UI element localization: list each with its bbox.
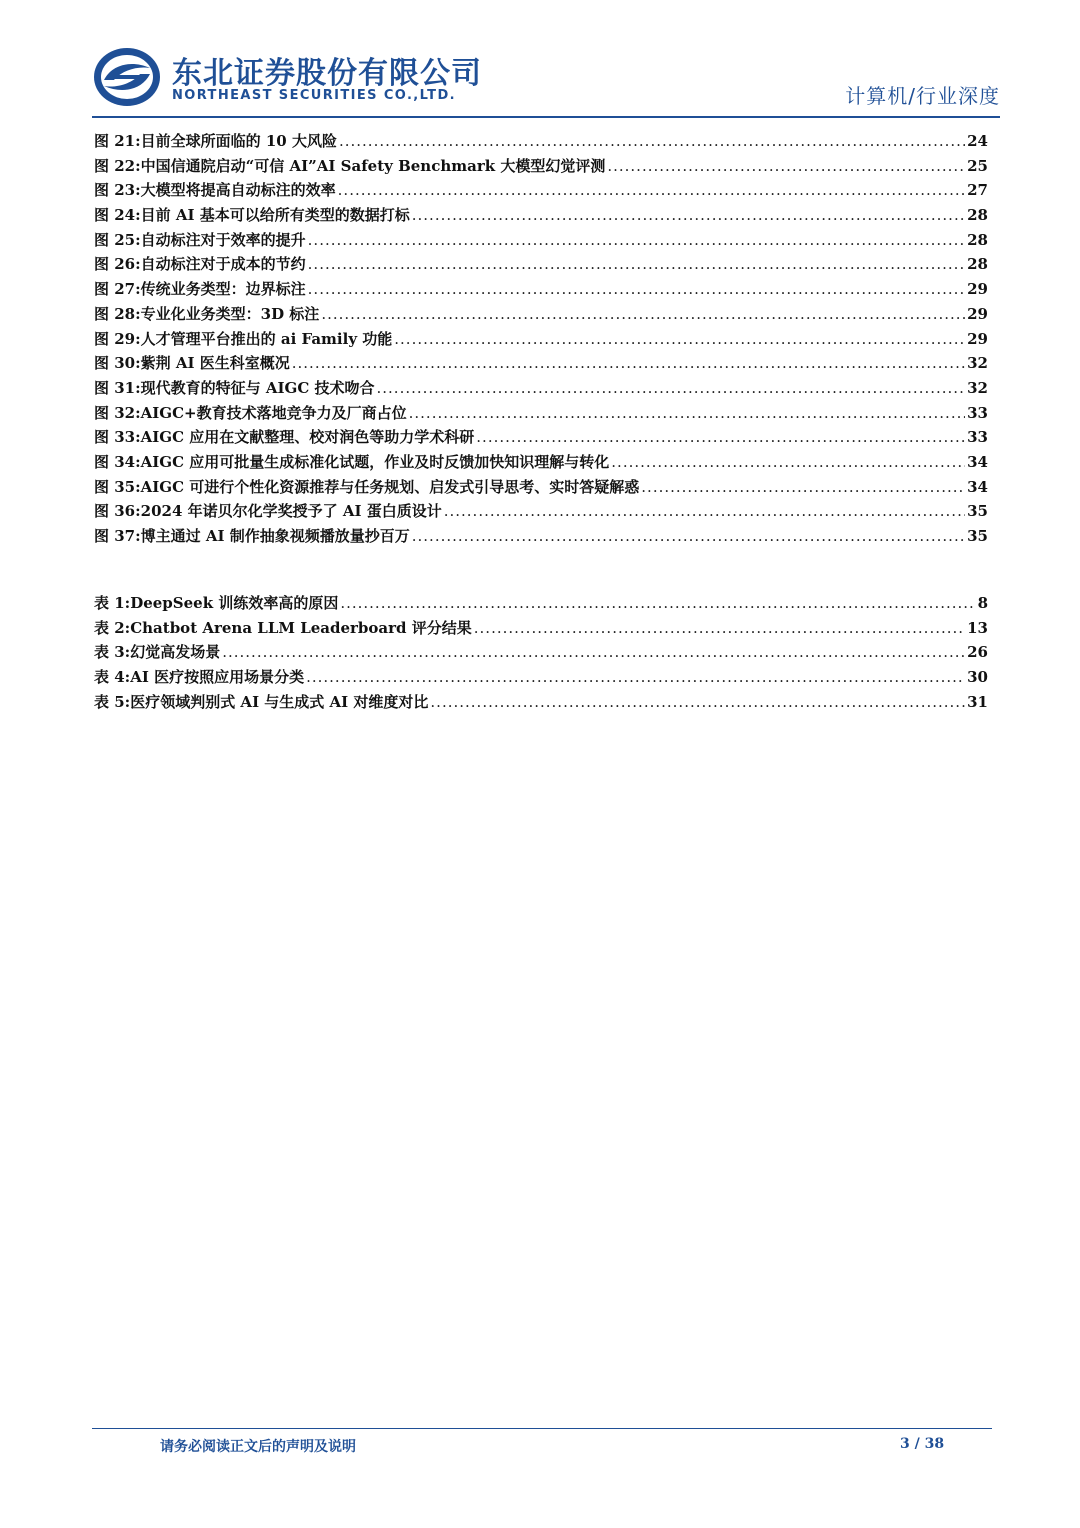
dot-leader (412, 206, 965, 224)
entry-page: 28 (967, 230, 988, 249)
entry-title: 紫荆 AI 医生科室概况 (140, 354, 290, 373)
toc-entry-figure-23[interactable] (94, 179, 988, 204)
entry-label: 图 25: (94, 230, 141, 249)
toc-entry-figure-26[interactable] (94, 253, 988, 278)
dot-leader (412, 527, 965, 545)
toc-entry-table-3[interactable] (94, 641, 988, 666)
entry-title: 目前全球所面临的 10 大风险 (140, 132, 337, 150)
entry-title: 博主通过 AI 制作抽象视频播放量抄百万 (140, 527, 410, 545)
entry-title: Chatbot Arena LLM Leaderboard 评分结果 (130, 618, 472, 637)
page-header (92, 46, 1000, 112)
entry-label: 图 37: (94, 527, 141, 545)
entry-page: 13 (967, 618, 988, 637)
entry-label: 图 34: (94, 452, 141, 471)
entry-page: 25 (967, 156, 988, 175)
footer-disclaimer: 请务必阅读正文后的声明及说明 (160, 1439, 356, 1455)
dot-leader (409, 404, 966, 422)
entry-title: 医疗领域判别式 AI 与生成式 AI 对维度对比 (130, 692, 429, 711)
entry-label: 表 3: (94, 643, 131, 662)
dot-leader (444, 502, 965, 520)
entry-page: 26 (967, 643, 988, 662)
entry-page: 35 (967, 527, 988, 545)
entry-title: 专业化业务类型：3D 标注 (140, 304, 320, 323)
entry-page: 27 (967, 181, 988, 200)
entry-label: 图 26: (94, 255, 141, 274)
toc-entry-figure-22[interactable] (94, 155, 988, 180)
footer-divider (92, 1428, 992, 1429)
entry-label: 图 32: (94, 403, 141, 422)
figure-list (94, 130, 988, 550)
entry-title: AIGC 应用在文献整理、校对润色等助力学术科研 (140, 428, 475, 447)
dot-leader (339, 132, 965, 150)
entry-label: 图 22: (94, 156, 141, 175)
entry-title: 大模型将提高自动标注的效率 (140, 181, 336, 200)
entry-page: 33 (967, 403, 988, 422)
toc-entry-figure-24[interactable] (94, 204, 988, 229)
dot-leader (474, 619, 965, 637)
entry-page: 30 (967, 668, 988, 687)
dot-leader (338, 181, 965, 199)
entry-page: 29 (967, 329, 988, 348)
company-name-en: NORTHEAST SECURITIES CO.,LTD. (172, 88, 456, 103)
toc-entry-table-5[interactable] (94, 691, 988, 716)
entry-title: 传统业务类型：边界标注 (140, 280, 306, 299)
toc-entry-figure-29[interactable] (94, 328, 988, 353)
entry-page: 8 (977, 594, 988, 612)
entry-title: AIGC 可进行个性化资源推荐与任务规划、启发式引导思考、实时答疑解惑 (140, 477, 640, 496)
entry-label: 表 4: (94, 668, 131, 687)
table-list (94, 592, 988, 715)
entry-label: 图 31: (94, 378, 141, 397)
entry-page: 35 (967, 502, 988, 521)
toc-entry-figure-27[interactable] (94, 278, 988, 303)
entry-title: 自动标注对于效率的提升 (140, 230, 306, 249)
entry-label: 图 21: (94, 132, 141, 150)
northeast-securities-logo-icon (92, 46, 162, 108)
company-name-cn: 东北证券股份有限公司 (172, 56, 482, 91)
toc-entry-table-4[interactable] (94, 666, 988, 691)
entry-label: 图 28: (94, 304, 141, 323)
entry-page: 28 (967, 206, 988, 225)
toc-entry-figure-35[interactable] (94, 476, 988, 501)
toc-entry-figure-34[interactable] (94, 451, 988, 476)
dot-leader (222, 643, 965, 661)
toc-entry-table-2[interactable] (94, 617, 988, 642)
entry-title: 自动标注对于成本的节约 (140, 255, 306, 274)
entry-title: 现代教育的特征与 AIGC 技术吻合 (140, 378, 375, 397)
toc-entry-figure-37[interactable] (94, 525, 988, 550)
entry-title: DeepSeek 训练效率高的原因 (130, 594, 339, 612)
dot-leader (641, 478, 965, 496)
entry-label: 图 29: (94, 329, 141, 348)
toc-entry-figure-31[interactable] (94, 377, 988, 402)
dot-leader (377, 379, 966, 397)
entry-page: 32 (967, 378, 988, 397)
toc-entry-figure-30[interactable] (94, 352, 988, 377)
dot-leader (308, 231, 965, 249)
page-number: 3 / 38 (900, 1436, 945, 1452)
entry-title: 中国信通院启动“可信 AI”AI Safety Benchmark 大模型幻觉评测 (140, 156, 606, 175)
dot-leader (321, 305, 965, 323)
dot-leader (607, 157, 965, 175)
toc-entry-figure-36[interactable] (94, 500, 988, 525)
report-section: 计算机/行业深度 (845, 84, 1000, 108)
entry-page: 34 (967, 477, 988, 496)
entry-label: 表 2: (94, 618, 131, 637)
dot-leader (292, 354, 965, 372)
entry-label: 图 36: (94, 502, 141, 521)
toc-entry-figure-28[interactable] (94, 303, 988, 328)
entry-label: 表 1: (94, 594, 131, 612)
entry-title: 人才管理平台推出的 ai Family 功能 (140, 329, 393, 348)
entry-title: AIGC+教育技术落地竞争力及厂商占位 (140, 403, 407, 422)
entry-label: 表 5: (94, 692, 131, 711)
toc-entry-figure-25[interactable] (94, 229, 988, 254)
entry-label: 图 24: (94, 206, 141, 225)
entry-title: AIGC 应用可批量生成标准化试题，作业及时反馈加快知识理解与转化 (140, 452, 610, 471)
entry-page: 24 (967, 132, 988, 150)
entry-title: 目前 AI 基本可以给所有类型的数据打标 (140, 206, 410, 225)
entry-label: 图 33: (94, 428, 141, 447)
header-divider (92, 116, 1000, 118)
entry-title: 2024 年诺贝尔化学奖授予了 AI 蛋白质设计 (140, 502, 442, 521)
entry-label: 图 30: (94, 354, 141, 373)
dot-leader (476, 428, 965, 446)
dot-leader (308, 280, 965, 298)
dot-leader (306, 668, 965, 686)
dot-leader (340, 594, 975, 612)
entry-label: 图 27: (94, 280, 141, 299)
entry-page: 28 (967, 255, 988, 274)
entry-title: 幻觉高发场景 (130, 643, 221, 662)
toc-entry-table-1[interactable] (94, 592, 988, 617)
entry-page: 31 (967, 692, 988, 711)
toc-entry-figure-32[interactable] (94, 402, 988, 427)
entry-page: 34 (967, 452, 988, 471)
dot-leader (394, 330, 965, 348)
entry-title: AI 医疗按照应用场景分类 (130, 668, 305, 687)
toc-entry-figure-21[interactable] (94, 130, 988, 155)
dot-leader (611, 453, 965, 471)
entry-label: 图 23: (94, 181, 141, 200)
entry-page: 33 (967, 428, 988, 447)
dot-leader (430, 693, 965, 711)
entry-label: 图 35: (94, 477, 141, 496)
entry-page: 32 (967, 354, 988, 373)
entry-page: 29 (967, 304, 988, 323)
entry-page: 29 (967, 280, 988, 299)
toc-entry-figure-33[interactable] (94, 426, 988, 451)
dot-leader (308, 255, 965, 273)
